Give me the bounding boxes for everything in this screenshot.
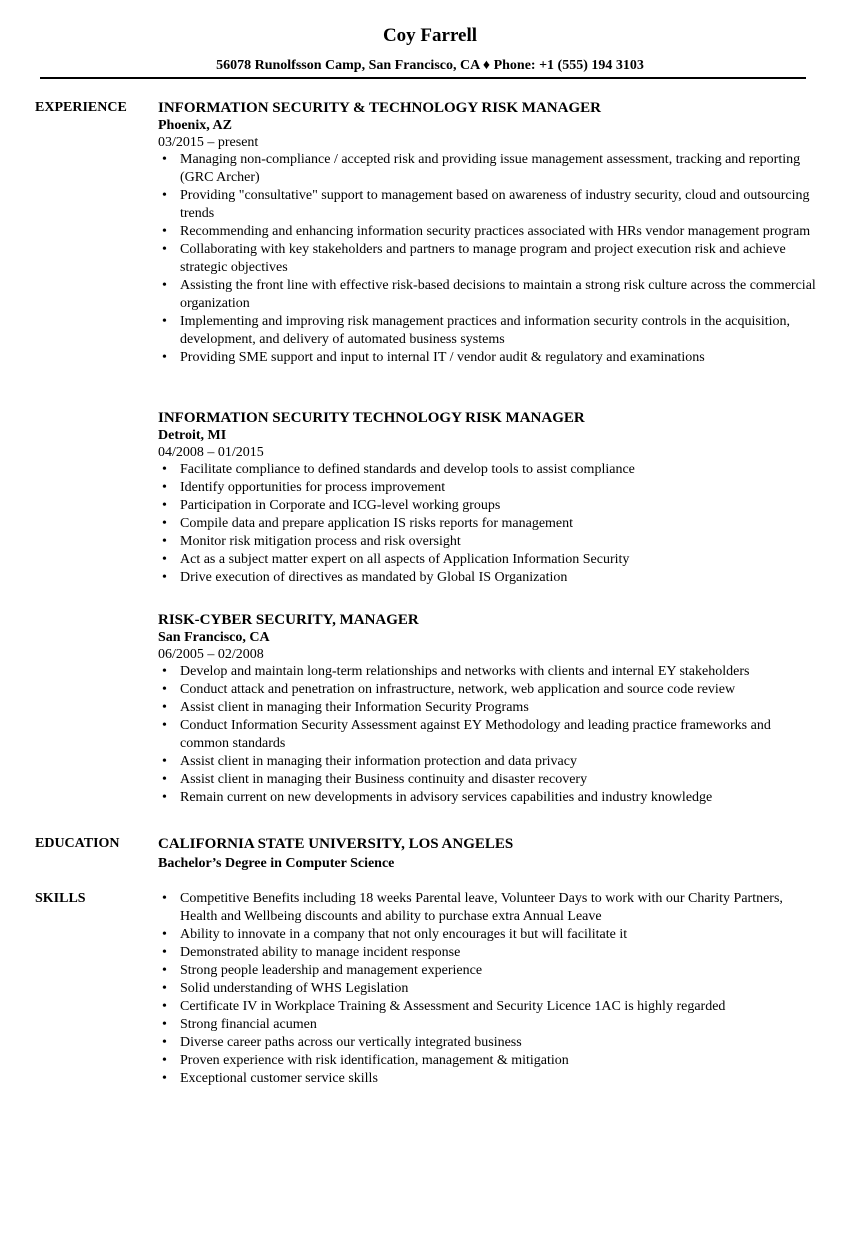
list-item: • Remain current on new developments in advisory services capabilities and industry knowledge bbox=[158, 789, 818, 807]
candidate-name: Coy Farrell bbox=[382, 25, 478, 46]
list-item: • Assist client in managing their Information Security Programs bbox=[158, 699, 818, 717]
resume-header bbox=[0, 24, 860, 75]
job-entry bbox=[158, 611, 818, 807]
list-item: • Act as a subject matter expert on all aspects of Application Information Security bbox=[158, 551, 818, 569]
list-item: • Assist client in managing their information protection and data privacy bbox=[158, 753, 818, 771]
list-item: • Diverse career paths across our vertically integrated business bbox=[158, 1034, 818, 1052]
school-name: CALIFORNIA STATE UNIVERSITY, LOS ANGELES bbox=[158, 836, 514, 852]
list-item: • Conduct Information Security Assessment against EY Methodology and leading practice frameworks and common standards bbox=[158, 717, 818, 753]
list-item: • Facilitate compliance to defined standards and develop tools to assist compliance bbox=[158, 461, 818, 479]
contact-line: 56078 Runolfsson Camp, San Francisco, CA ♦ Phone: +1 (555) 194 3103 bbox=[216, 58, 644, 73]
list-item: • Exceptional customer service skills bbox=[158, 1070, 818, 1088]
degree: Bachelor’s Degree in Computer Science bbox=[158, 856, 395, 871]
job-location: Detroit, MI bbox=[158, 428, 227, 443]
list-item: • Demonstrated ability to manage incident response bbox=[158, 944, 818, 962]
list-item: • Implementing and improving risk management practices and information security controls in the acquisition, development, and delivery of automated business systems bbox=[158, 313, 818, 349]
list-item: • Strong people leadership and management experience bbox=[158, 962, 818, 980]
list-item: • Providing "consultative" support to management based on awareness of industry security, cloud and outsourcing trends bbox=[158, 187, 818, 223]
job-bullets bbox=[158, 151, 818, 367]
list-item: • Managing non-compliance / accepted risk and providing issue management assessment, tracking and reporting (GRC Archer) bbox=[158, 151, 818, 187]
list-item: • Ability to innovate in a company that not only encourages it but will facilitate it bbox=[158, 926, 818, 944]
list-item: • Develop and maintain long-term relationships and networks with clients and internal EY stakeholders bbox=[158, 663, 818, 681]
job-title: INFORMATION SECURITY TECHNOLOGY RISK MANAGER bbox=[158, 410, 585, 426]
section-label: EDUCATION bbox=[35, 836, 120, 851]
list-item: • Identify opportunities for process improvement bbox=[158, 479, 818, 497]
list-item: • Monitor risk mitigation process and risk oversight bbox=[158, 533, 818, 551]
list-item: • Recommending and enhancing information security practices associated with HRs vendor management program bbox=[158, 223, 818, 241]
job-bullets bbox=[158, 461, 818, 587]
job-entry bbox=[158, 409, 818, 587]
header-divider bbox=[40, 77, 806, 79]
skills-list bbox=[158, 890, 818, 1088]
section-label: EXPERIENCE bbox=[35, 100, 127, 115]
job-bullets bbox=[158, 663, 818, 807]
list-item: • Conduct attack and penetration on infrastructure, network, web application and source code review bbox=[158, 681, 818, 699]
job-location: San Francisco, CA bbox=[158, 630, 270, 645]
job-title: RISK-CYBER SECURITY, MANAGER bbox=[158, 612, 419, 628]
list-item: • Participation in Corporate and ICG-level working groups bbox=[158, 497, 818, 515]
list-item: • Certificate IV in Workplace Training & Assessment and Security Licence 1AC is highly regarded bbox=[158, 998, 818, 1016]
list-item: • Strong financial acumen bbox=[158, 1016, 818, 1034]
job-entry bbox=[158, 99, 818, 367]
list-item: • Drive execution of directives as mandated by Global IS Organization bbox=[158, 569, 818, 587]
job-dates: 03/2015 – present bbox=[158, 135, 259, 150]
job-dates: 04/2008 – 01/2015 bbox=[158, 445, 264, 460]
job-location: Phoenix, AZ bbox=[158, 118, 232, 133]
list-item: • Solid understanding of WHS Legislation bbox=[158, 980, 818, 998]
list-item: • Collaborating with key stakeholders and partners to manage program and project execution risk and achieve strategic objectives bbox=[158, 241, 818, 277]
list-item: • Assist client in managing their Business continuity and disaster recovery bbox=[158, 771, 818, 789]
list-item: • Assisting the front line with effective risk-based decisions to maintain a strong risk culture across the commercial organization bbox=[158, 277, 818, 313]
list-item: • Compile data and prepare application IS risks reports for management bbox=[158, 515, 818, 533]
section-label: SKILLS bbox=[35, 891, 86, 906]
list-item: • Providing SME support and input to internal IT / vendor audit & regulatory and examinations bbox=[158, 349, 818, 367]
list-item: • Competitive Benefits including 18 weeks Parental leave, Volunteer Days to work with our Charity Partners, Health and Wellbeing discounts and ability to purchase extra Annual Leave bbox=[158, 890, 818, 926]
job-dates: 06/2005 – 02/2008 bbox=[158, 647, 264, 662]
job-title: INFORMATION SECURITY & TECHNOLOGY RISK MANAGER bbox=[158, 100, 601, 116]
list-item: • Proven experience with risk identification, management & mitigation bbox=[158, 1052, 818, 1070]
